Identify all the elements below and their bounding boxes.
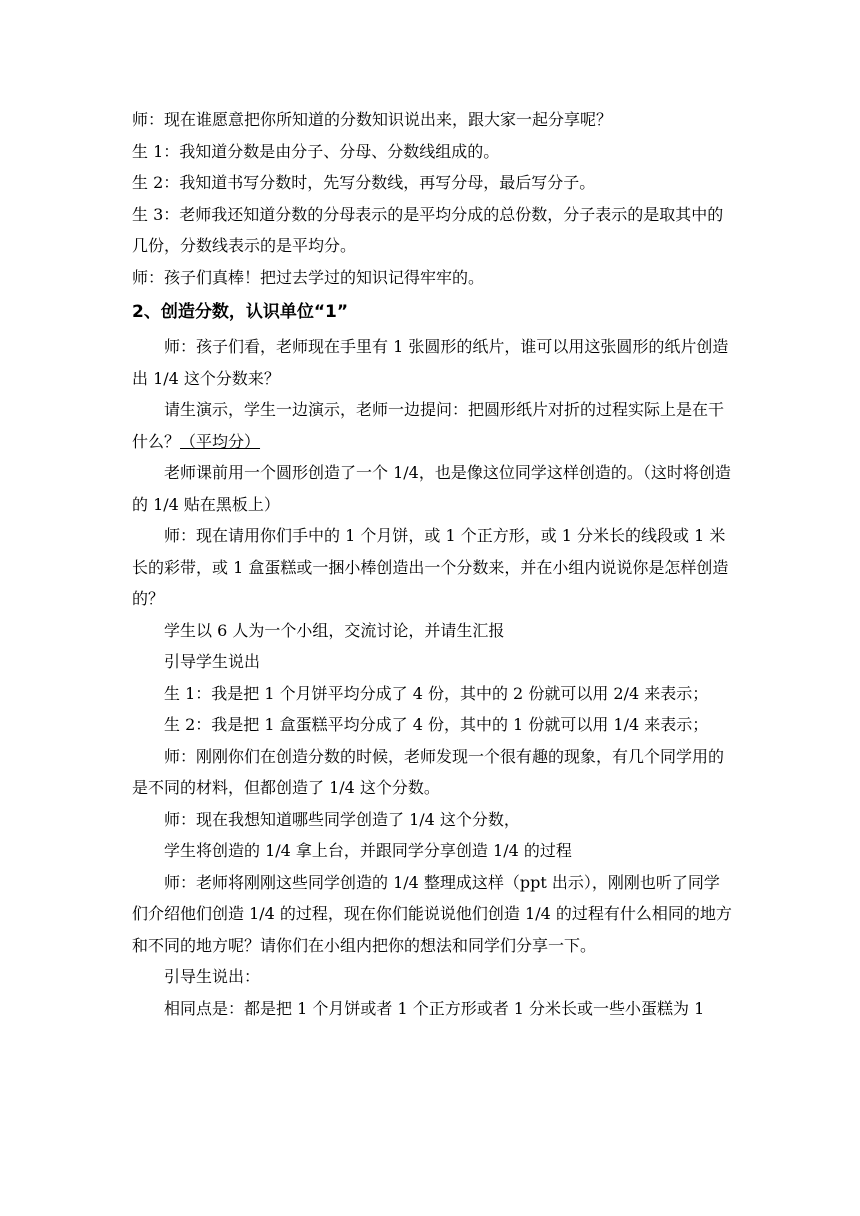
paragraph-teacher-compare: 师：老师将刚刚这些同学创造的 1/4 整理成这样（ppt 出示），刚刚也听了同学们介绍他们创造 1/4 的过程，现在你们能说说他们创造 1/4 的过程有什么相同的地方和不同的地方呢？请你们在小组内把你的想法和同学们分享一下。 bbox=[132, 872, 732, 955]
dialogue-line-teacher-praise: 师：孩子们真棒！把过去学过的知识记得牢牢的。 bbox=[132, 267, 485, 287]
paragraph-demo-question bbox=[132, 394, 732, 457]
paragraph-student-2-answer: 生 2：我是把 1 盒蛋糕平均分成了 4 份，其中的 1 份就可以用 1/4 来表示； bbox=[164, 715, 709, 734]
dialogue-line-teacher-question: 师：现在谁愿意把你所知道的分数知识说出来，跟大家一起分享呢？ bbox=[132, 110, 613, 129]
section-heading: 2、创造分数，认识单位“1” bbox=[132, 302, 349, 322]
dialogue-line-student-2: 生 2：我知道书写分数时，先写分数线，再写分母，最后写分子。 bbox=[132, 173, 596, 192]
document-page bbox=[132, 104, 732, 1024]
paragraph-materials-task: 师：现在请用你们手中的 1 个月饼，或 1 个正方形，或 1 分米长的线段或 1 米长的彩带，或 1 盒蛋糕或一捆小棒创造出一个分数来，并在小组内说说你是怎样创造的？ bbox=[132, 526, 729, 608]
dialogue-line-student-1: 生 1：我知道分数是由分子、分母、分数线组成的。 bbox=[132, 141, 500, 161]
paragraph-student-1-answer: 生 1：我是把 1 个月饼平均分成了 4 份，其中的 2 份就可以用 2/4 来表示； bbox=[164, 683, 709, 703]
paragraph-guide-students: 引导学生说出 bbox=[164, 652, 261, 671]
paragraph-guide-say: 引导生说出： bbox=[164, 967, 261, 986]
paragraph-similarity: 相同点是：都是把 1 个月饼或者 1 个正方形或者 1 分米长或一些小蛋糕为 1 bbox=[164, 998, 705, 1018]
paragraph-paper-circle: 师：孩子们看，老师现在手里有 1 张圆形的纸片，谁可以用这张圆形的纸片创造出 1/4 这个分数来？ bbox=[132, 337, 729, 388]
paragraph-teacher-observation: 师：刚刚你们在创造分数的时候，老师发现一个很有趣的现象，有几个同学用的是不同的材料，但都创造了 1/4 这个分数。 bbox=[132, 746, 725, 797]
paragraph-teacher-ask-who: 师：现在我想知道哪些同学创造了 1/4 这个分数， bbox=[164, 809, 520, 829]
paragraph-teacher-prepared: 老师课前用一个圆形创造了一个 1/4，也是像这位同学这样创造的。（这时将创造的 1/4 贴在黑板上） bbox=[132, 463, 731, 514]
paragraph-students-share: 学生将创造的 1/4 拿上台，并跟同学分享创造 1/4 的过程 bbox=[164, 841, 572, 860]
paragraph-group-discussion: 学生以 6 人为一个小组，交流讨论，并请生汇报 bbox=[164, 620, 505, 640]
dialogue-line-student-3: 生 3：老师我还知道分数的分母表示的是平均分成的总份数，分子表示的是取其中的几份，分数线表示的是平均分。 bbox=[132, 204, 724, 255]
paragraph-demo-answer: （平均分） bbox=[180, 431, 261, 451]
paragraph-demo-question-text: 请生演示，学生一边演示，老师一边提问：把圆形纸片对折的过程实际上是在干什么？ bbox=[132, 400, 725, 451]
